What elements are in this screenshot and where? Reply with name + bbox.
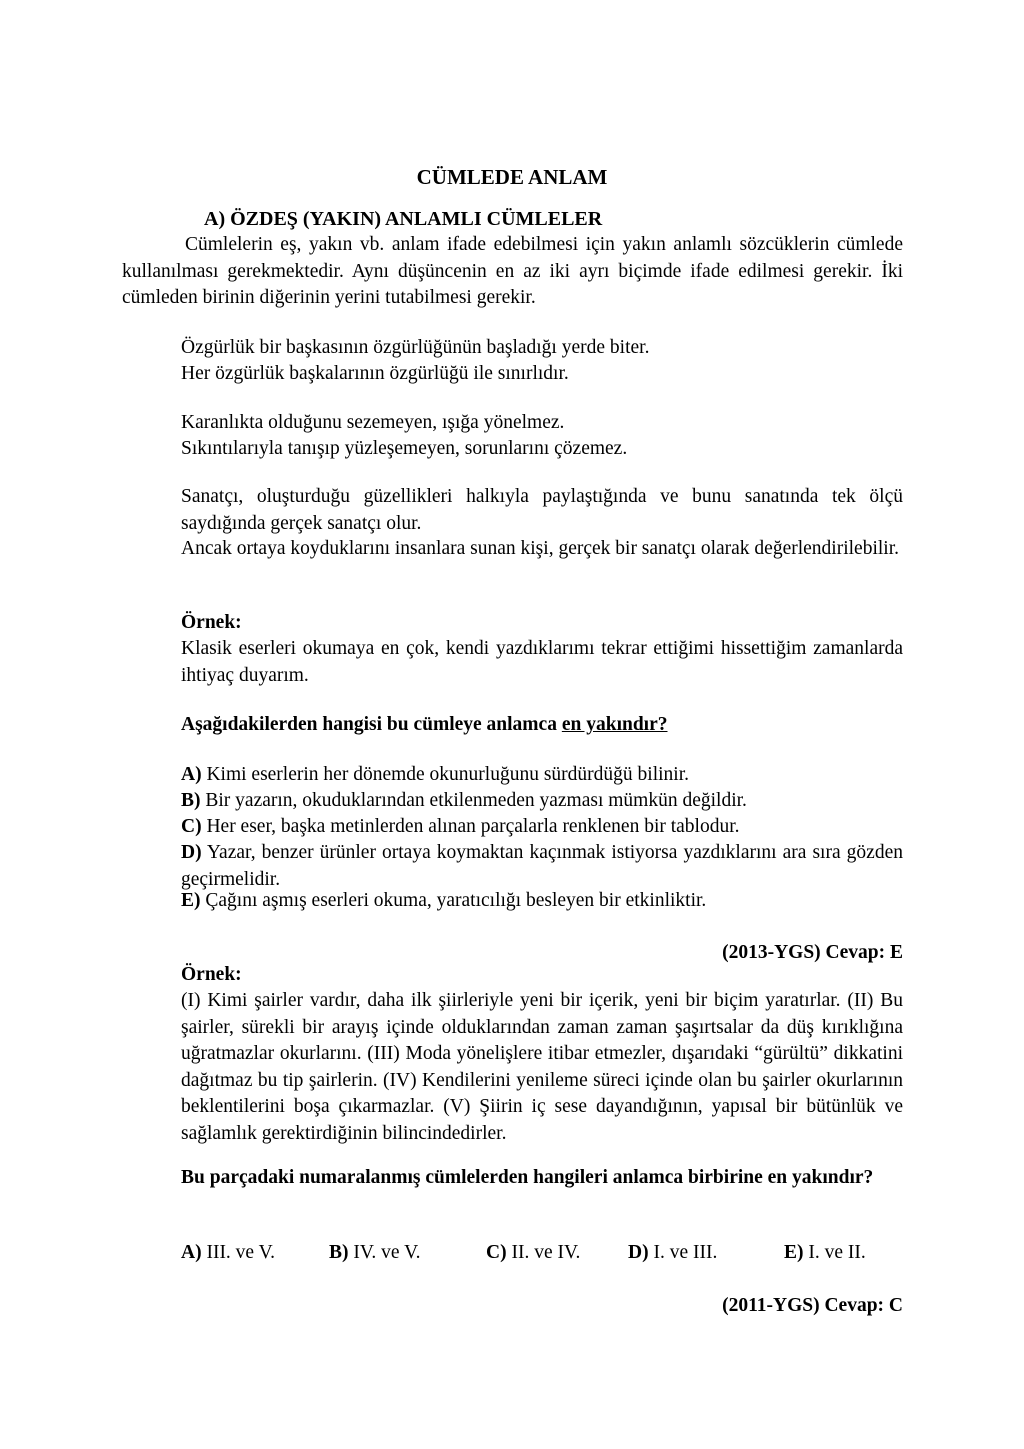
option-letter: C) (181, 816, 202, 837)
option-text: II. ve IV. (511, 1242, 581, 1263)
example-1-option-e (181, 888, 903, 915)
example-2-option-d (628, 1240, 784, 1267)
example-2-option-e (784, 1240, 866, 1267)
option-text: Bir yazarın, okuduklarından etkilenmeden yazması mümkün değildir. (205, 790, 747, 811)
option-text: IV. ve V. (353, 1242, 421, 1263)
option-text: Yazar, benzer ürünler ortaya koymaktan kaçınmak istiyorsa yazdıklarını ara sıra gözden geçirmelidir. (181, 842, 903, 890)
example-1-option-d (181, 840, 903, 893)
option-letter: B) (181, 790, 201, 811)
option-letter: C) (486, 1242, 507, 1263)
example-1-text: Klasik eserleri okumaya en çok, kendi yazdıklarımı tekrar ettiğimi hissettiğim zamanlarda ihtiyaç duyarım. (181, 638, 903, 686)
example-2-option-c (486, 1240, 628, 1267)
option-text: I. ve III. (653, 1242, 718, 1263)
option-letter: B) (329, 1242, 349, 1263)
pair-2-sentence-2: Sıkıntılarıyla tanışıp yüzleşemeyen, sorunlarını çözemez. (181, 438, 628, 459)
pair-1-sentence-2: Her özgürlük başkalarının özgürlüğü ile sınırlıdır. (181, 363, 569, 384)
option-letter: A) (181, 1242, 202, 1263)
option-text: Çağını aşmış eserleri okuma, yaratıcılığı besleyen bir etkinliktir. (205, 890, 707, 911)
example-2-option-a (181, 1240, 329, 1267)
pair-2-sentence-1: Karanlıkta olduğunu sezemeyen, ışığa yönelmez. (181, 412, 565, 433)
option-text: Kimi eserlerin her dönemde okunurluğunu sürdürdüğü bilinir. (206, 764, 689, 785)
example-1-question (181, 712, 903, 739)
page-title: CÜMLEDE ANLAM (416, 165, 608, 189)
question-underlined: en yakındır? (561, 714, 668, 735)
option-letter: E) (784, 1242, 804, 1263)
example-2-answer: (2011-YGS) Cevap: C (722, 1295, 903, 1316)
example-1-option-a (181, 762, 903, 789)
intro-paragraph: Cümlelerin eş, yakın vb. anlam ifade edebilmesi için yakın anlamlı sözcüklerin cümlede kullanılması gerekmektedir. Aynı düşüncenin en az iki ayrı biçimde ifade edilmesi gerekir. İki cümleden birinin diğerinin yerini tutabilmesi gerekir. (122, 234, 903, 308)
option-letter: D) (628, 1242, 649, 1263)
pair-3-sentence-2: Ancak ortaya koyduklarını insanlara sunan kişi, gerçek bir sanatçı olarak değerlendirilebilir. (181, 538, 899, 559)
example-2-label: Örnek: (181, 964, 242, 985)
option-text: III. ve V. (206, 1242, 276, 1263)
example-1-option-b (181, 788, 903, 815)
pair-3-sentence-1: Sanatçı, oluşturduğu güzellikleri halkıyla paylaştığında ve bunu sanatında tek ölçü saydığında gerçek sanatçı olur. (181, 486, 903, 534)
option-text: Her eser, başka metinlerden alınan parçalarla renklenen bir tablodur. (206, 816, 740, 837)
pair-1-sentence-1: Özgürlük bir başkasının özgürlüğünün başladığı yerde biter. (181, 337, 650, 358)
example-1-answer: (2013-YGS) Cevap: E (722, 942, 903, 963)
option-letter: A) (181, 764, 202, 785)
example-1-label: Örnek: (181, 612, 242, 633)
section-title: A) ÖZDEŞ (YAKIN) ANLAMLI CÜMLELER (204, 208, 603, 230)
example-1-option-c (181, 814, 903, 841)
example-2-option-b (329, 1240, 486, 1267)
example-2-options (181, 1240, 903, 1267)
option-letter: E) (181, 890, 201, 911)
option-letter: D) (181, 842, 202, 863)
option-text: I. ve II. (808, 1242, 866, 1263)
example-2-text: (I) Kimi şairler vardır, daha ilk şiirleriyle yeni bir içerik, yeni bir biçim yaratırlar. (II) Bu şairler, sürekli bir arayış içinde olduklarından zaman zaman şaşırtsalar da düş kırıklığına uğratmazlar okurlarını. (III) Moda yönelişlere itibar etmezler, dışarıdaki “gürültü” dikkatini dağıtmaz bu tip şairlerin. (IV) Kendilerini yenileme süreci içinde olan bu şairler okurlarının beklentilerini boşa çıkarmazlar. (V) Şiirin iç sese dayandığının, yapısal bir bütünlük ve sağlamlık gerektirdiğinin bilincindedirler. (181, 990, 903, 1144)
example-2-question: Bu parçadaki numaralanmış cümlelerden hangileri anlamca birbirine en yakındır? (181, 1167, 874, 1188)
question-prefix: Aşağıdakilerden hangisi bu cümleye anlamca (181, 714, 562, 735)
